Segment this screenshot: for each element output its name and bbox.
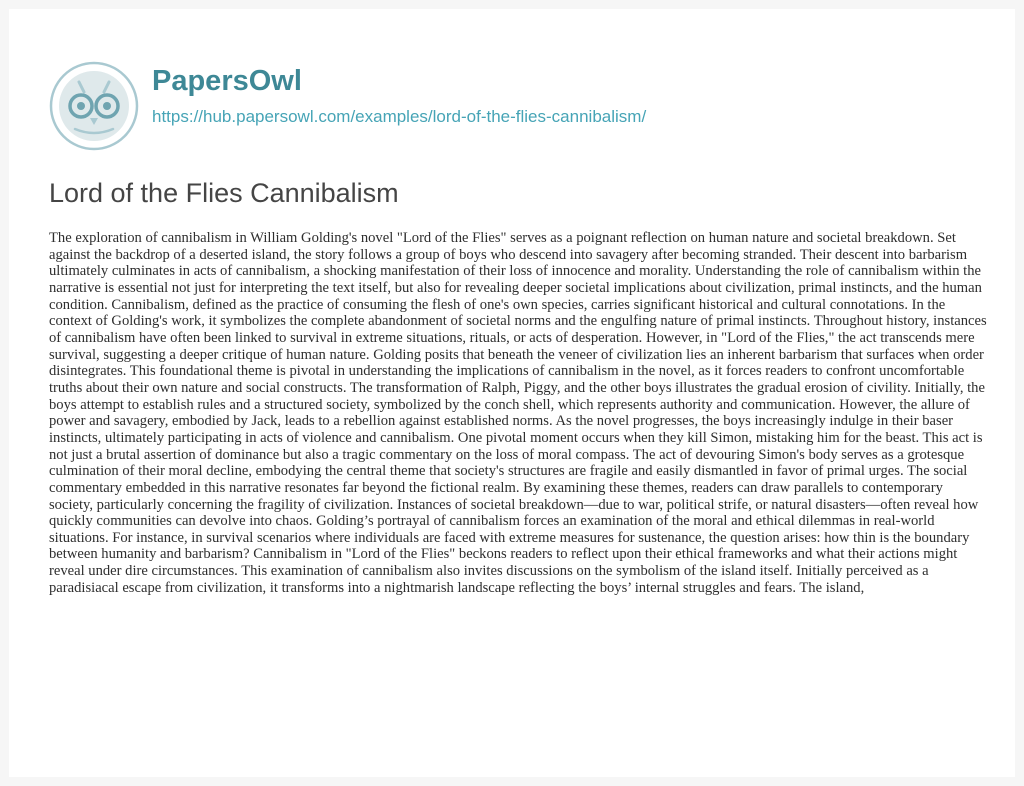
article-body: The exploration of cannibalism in William Golding's novel "Lord of the Flies" serves as a poignant reflection on human nature and societal breakdown. Set against the backdrop of a deserted island, the story follows a group of boys who descend into savagery after becoming stranded. Their descent into barbarism ultimately culminates in acts of cannibalism, a shocking manifestation of their loss of innocence and morality. Understanding the role of cannibalism within the narrative is essential not just for interpreting the text itself, but also for revealing deeper societal implications about civilization, primal instincts, and the human condition. Cannibalism, defined as the practice of consuming the flesh of one's own species, carries significant historical and cultural connotations. In the context of Golding's work, it symbolizes the complete abandonment of societal norms and the engulfing nature of primal instincts. Throughout history, instances of cannibalism have often been linked to survival in extreme situations, rituals, or acts of desperation. However, in "Lord of the Flies," the act transcends mere survival, suggesting a deeper critique of human nature. Golding posits that beneath the veneer of civilization lies an inherent barbarism that surfaces when order disintegrates. This foundational theme is pivotal in understanding the implications of cannibalism in the novel, as it forces readers to confront uncomfortable truths about their own nature and social constructs. The transformation of Ralph, Piggy, and the other boys illustrates the gradual erosion of civility. Initially, the boys attempt to establish rules and a structured society, symbolized by the conch shell, which represents authority and communication. However, the allure of power and savagery, embodied by Jack, leads to a rebellion against established norms. As the novel progresses, the boys increasingly indulge in their baser instincts, ultimately participating in acts of violence and cannibalism. One pivotal moment occurs when they kill Simon, mistaking him for the beast. This act is not just a brutal assertion of dominance but also a tragic commentary on the loss of moral compass. The act of devouring Simon's body serves as a grotesque culmination of their moral decline, embodying the central theme that society's structures are fragile and easily dismantled in favor of primal urges. The social commentary embedded in this narrative resonates far beyond the fictional realm. By examining these themes, readers can draw parallels to contemporary society, particularly concerning the fragility of civilization. Instances of societal breakdown—due to war, political strife, or natural disasters—often reveal how quickly communities can devolve into chaos. Golding’s portrayal of cannibalism forces an examination of the moral and ethical dilemmas in real-world situations. For instance, in survival scenarios where individuals are faced with extreme measures for sustenance, the question arises: how thin is the boundary between humanity and barbarism? Cannibalism in "Lord of the Flies" beckons readers to reflect upon their ethical frameworks and what their actions might reveal under dire circumstances. This examination of cannibalism also invites discussions on the symbolism of the island itself. Initially perceived as a paradisiacal escape from civilization, it transforms into a nightmarish landscape reflecting the boys’ internal struggles and fears. The island, <box>49 230 987 596</box>
brand-name: PapersOwl <box>152 65 302 97</box>
source-url-link[interactable]: https://hub.papersowl.com/examples/lord-of-the-flies-cannibalism/ <box>152 107 647 126</box>
page-title: Lord of the Flies Cannibalism <box>49 178 399 208</box>
document-page <box>9 9 1015 777</box>
brand-header <box>49 61 749 151</box>
owl-logo-icon <box>49 61 139 151</box>
